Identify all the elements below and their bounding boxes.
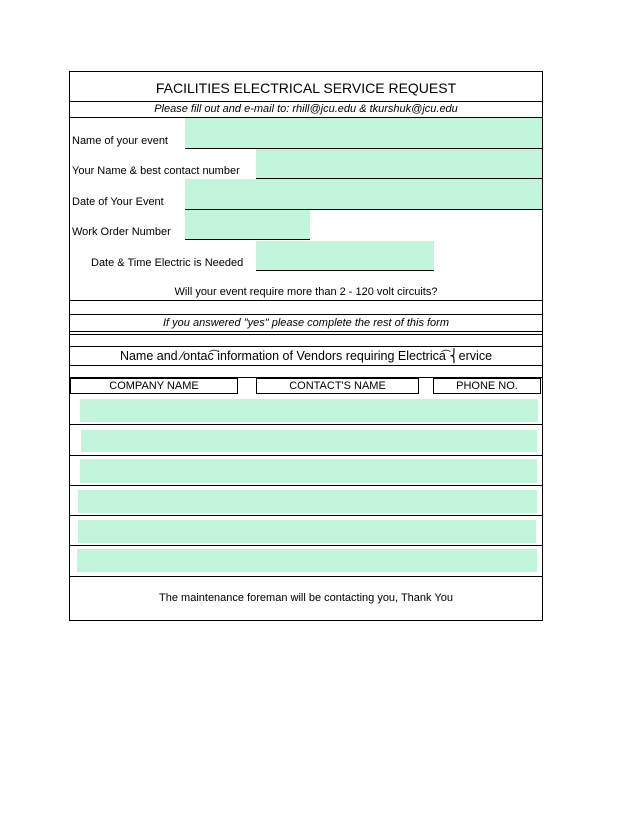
divider xyxy=(70,515,542,516)
divider xyxy=(70,314,542,315)
contact-input[interactable] xyxy=(256,149,542,178)
vendor-row-6[interactable] xyxy=(77,549,537,572)
event-name-label: Name of your event xyxy=(72,135,168,147)
contact-label: Your Name & best contact number xyxy=(72,165,240,177)
divider xyxy=(70,331,542,332)
company-name-header: COMPANY NAME xyxy=(70,378,238,394)
form-title: FACILITIES ELECTRICAL SERVICE REQUEST xyxy=(155,80,457,96)
work-order-underline xyxy=(185,239,310,240)
electric-needed-label: Date & Time Electric is Needed xyxy=(91,257,244,269)
event-name-input[interactable] xyxy=(185,118,542,148)
divider xyxy=(70,424,542,425)
divider xyxy=(70,365,542,366)
divider xyxy=(70,576,542,577)
divider xyxy=(70,101,542,102)
event-date-label: Date of Your Event xyxy=(72,196,164,208)
footer-message: The maintenance foreman will be contacting you, Thank You xyxy=(159,592,453,604)
divider xyxy=(70,455,542,456)
yes-note: If you answered "yes" please complete the rest of this form xyxy=(163,317,449,329)
divider xyxy=(70,334,542,335)
event-date-input[interactable] xyxy=(185,179,542,209)
phone-header: PHONE NO. xyxy=(433,378,541,394)
vendor-row-5[interactable] xyxy=(78,520,536,543)
divider xyxy=(70,485,542,486)
electric-needed-underline xyxy=(256,270,434,271)
vendor-row-2[interactable] xyxy=(81,430,537,452)
vendor-row-4[interactable] xyxy=(78,490,537,513)
service-request-form xyxy=(69,71,543,621)
divider xyxy=(70,545,542,546)
vendor-row-1[interactable] xyxy=(80,399,538,422)
email-instructions: Please fill out and e-mail to: rhill@jcu.edu & tkurshuk@jcu.edu xyxy=(154,103,458,115)
vendors-heading: Name and ∕ontac͡ information of Vendors requiring Electrica͡ ⎨ervice xyxy=(119,349,493,363)
electric-needed-input[interactable] xyxy=(256,241,434,270)
circuits-question: Will your event require more than 2 - 120 volt circuits? xyxy=(174,286,438,298)
contact-name-header: CONTACT'S NAME xyxy=(256,378,419,394)
work-order-label: Work Order Number xyxy=(72,226,171,238)
work-order-input[interactable] xyxy=(185,210,310,239)
divider xyxy=(70,346,542,347)
vendor-row-3[interactable] xyxy=(80,459,537,483)
circuits-answer-input[interactable] xyxy=(70,301,542,314)
